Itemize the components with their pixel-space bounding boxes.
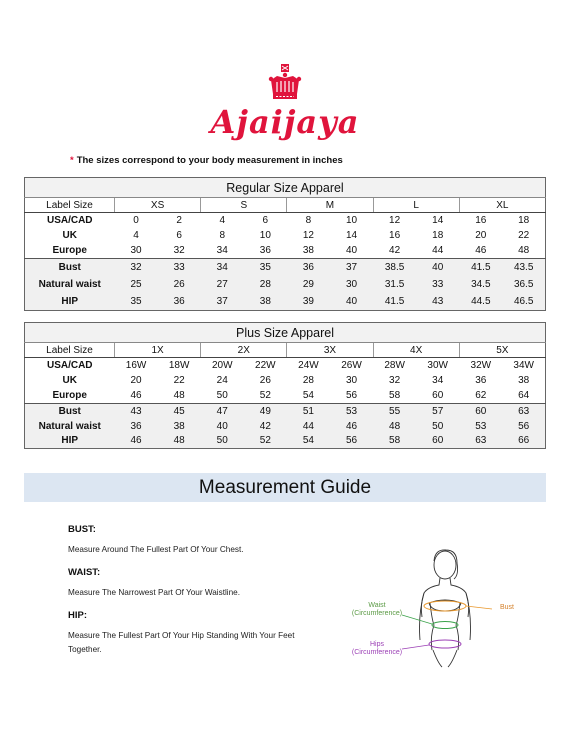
bust-instruction: Measure Around The Fullest Part Of Your Chest.	[68, 545, 244, 554]
size-cell: 6	[262, 215, 269, 227]
measurement-guide-title: Measurement Guide	[24, 473, 546, 502]
table-row	[25, 258, 546, 276]
size-cell: 45	[158, 403, 201, 418]
size-cell: 10	[259, 229, 271, 241]
regular-size-table	[24, 177, 546, 311]
size-cell: 42	[244, 418, 287, 433]
size-cell: 36.5	[502, 276, 545, 294]
hip-heading: HIP:	[68, 610, 87, 621]
size-cell: 35	[244, 258, 287, 276]
size-cell: 24	[216, 374, 228, 386]
size-cell: 14	[345, 229, 358, 241]
size-cell: 66	[502, 434, 545, 449]
size-cell: 30	[345, 374, 358, 386]
size-cell: 38.5	[373, 258, 416, 276]
size-cell: 26	[259, 374, 271, 386]
size-cell: 12	[389, 215, 401, 227]
waist-heading: WAIST:	[68, 567, 101, 578]
size-cell: 36	[259, 244, 271, 256]
size-cell: 4	[133, 229, 139, 241]
size-cell: 27	[201, 276, 244, 294]
size-cell: 29	[287, 276, 330, 294]
size-cell: 32	[115, 258, 158, 276]
size-group-header: 1X	[115, 343, 201, 358]
size-cell: 40	[201, 418, 244, 433]
table-row	[25, 388, 546, 403]
size-cell: 18	[518, 215, 530, 227]
size-cell: 37	[201, 293, 244, 311]
size-cell: 47	[201, 403, 244, 418]
size-cell: 4	[219, 215, 226, 227]
size-cell: 37	[330, 258, 373, 276]
hips-figure-label: Hips (Circumference)	[351, 641, 403, 656]
label-size-header: Label Size	[25, 198, 115, 213]
body-measurement-figure	[340, 545, 540, 670]
asterisk: *	[70, 155, 74, 166]
size-cell: 60	[416, 434, 459, 449]
size-cell: 52	[259, 389, 271, 401]
size-cell: 56	[330, 434, 373, 449]
row-label: Bust	[25, 258, 115, 276]
table-row	[25, 243, 546, 258]
size-group-header: S	[201, 198, 287, 213]
size-cell: 34	[201, 258, 244, 276]
row-label: USA/CAD	[46, 215, 93, 227]
size-cell: 46	[330, 418, 373, 433]
row-label: Natural waist	[25, 276, 115, 294]
size-cell: 40	[330, 293, 373, 311]
size-cell: 38	[244, 293, 287, 311]
row-label: Bust	[25, 403, 115, 418]
size-cell: 34	[432, 374, 444, 386]
size-cell: 50	[216, 389, 228, 401]
size-cell: 38	[302, 244, 314, 256]
size-cell: 34	[216, 244, 228, 256]
size-cell: 40	[416, 258, 459, 276]
size-cell: 64	[518, 389, 530, 401]
size-cell: 24W	[298, 360, 319, 372]
size-group-header: XS	[115, 198, 201, 213]
crown-icon	[267, 62, 303, 102]
size-group-header: 2X	[201, 343, 287, 358]
table-row	[25, 276, 546, 294]
size-cell: 26W	[341, 360, 362, 372]
size-cell: 18	[432, 229, 444, 241]
size-cell: 14	[432, 215, 444, 227]
row-label: HIP	[25, 434, 115, 449]
size-group-header: L	[373, 198, 459, 213]
row-label: UK	[62, 374, 77, 386]
size-cell: 32	[173, 244, 185, 256]
size-cell: 40	[345, 244, 358, 256]
size-cell: 31.5	[373, 276, 416, 294]
size-cell: 60	[459, 403, 502, 418]
size-cell: 36	[158, 293, 201, 311]
label-size-header: Label Size	[25, 343, 115, 358]
size-cell: 44	[287, 418, 330, 433]
size-cell: 44.5	[459, 293, 502, 311]
size-cell: 41.5	[373, 293, 416, 311]
table-row	[25, 403, 546, 418]
size-cell: 8	[305, 215, 312, 227]
size-cell: 2	[176, 215, 182, 227]
row-label: Natural waist	[25, 418, 115, 433]
size-cell: 48	[158, 434, 201, 449]
size-cell: 32	[389, 374, 401, 386]
size-cell: 50	[201, 434, 244, 449]
hip-instruction: Measure The Fullest Part Of Your Hip Standing With Your Feet Together.	[68, 631, 295, 654]
size-cell: 46	[475, 244, 487, 256]
size-cell: 12	[302, 229, 314, 241]
size-group-header: 5X	[459, 343, 545, 358]
size-cell: 28	[302, 374, 314, 386]
size-cell: 42	[389, 244, 401, 256]
size-cell: 33	[416, 276, 459, 294]
size-note	[70, 155, 343, 166]
size-cell: 0	[133, 215, 139, 227]
size-cell: 48	[173, 389, 185, 401]
size-cell: 63	[502, 403, 545, 418]
row-label: USA/CAD	[46, 360, 93, 372]
size-note-text: The sizes correspond to your body measurement in inches	[76, 155, 343, 166]
size-cell: 32W	[470, 360, 492, 372]
size-cell: 53	[330, 403, 373, 418]
bust-heading: BUST:	[68, 524, 96, 535]
size-cell: 54	[302, 389, 314, 401]
size-cell: 36	[287, 258, 330, 276]
size-cell: 43	[115, 403, 158, 418]
size-cell: 30W	[427, 360, 448, 372]
row-label: UK	[62, 229, 77, 241]
size-group-header: XL	[459, 198, 545, 213]
size-cell: 48	[373, 418, 416, 433]
size-cell: 30	[130, 244, 142, 256]
size-cell: 54	[287, 434, 330, 449]
size-cell: 44	[432, 244, 444, 256]
size-cell: 46.5	[502, 293, 545, 311]
size-cell: 25	[115, 276, 158, 294]
size-cell: 49	[244, 403, 287, 418]
size-cell: 43.5	[502, 258, 545, 276]
size-cell: 16	[475, 215, 487, 227]
size-cell: 36	[115, 418, 158, 433]
size-cell: 56	[345, 389, 358, 401]
plus-size-table	[24, 322, 546, 449]
table-row	[25, 358, 546, 373]
waist-figure-label: Waist (Circumference)	[351, 602, 403, 617]
size-cell: 16W	[125, 360, 147, 372]
table-row	[25, 373, 546, 388]
size-cell: 26	[158, 276, 201, 294]
size-cell: 18W	[168, 360, 190, 372]
table-row	[25, 213, 546, 228]
size-group-header: M	[287, 198, 373, 213]
size-cell: 30	[330, 276, 373, 294]
table-row	[25, 228, 546, 243]
size-group-header: 3X	[287, 343, 373, 358]
row-label: Europe	[52, 389, 87, 401]
size-cell: 35	[115, 293, 158, 311]
size-cell: 34.5	[459, 276, 502, 294]
size-cell: 60	[432, 389, 444, 401]
bust-figure-label: Bust	[499, 604, 514, 611]
size-cell: 38	[518, 374, 530, 386]
size-cell: 48	[518, 244, 530, 256]
size-cell: 6	[176, 229, 182, 241]
size-cell: 22	[518, 229, 530, 241]
row-label: HIP	[25, 293, 115, 311]
size-cell: 20	[130, 374, 142, 386]
size-cell: 53	[459, 418, 502, 433]
table-row	[25, 434, 546, 449]
size-cell: 58	[389, 389, 401, 401]
size-cell: 55	[373, 403, 416, 418]
regular-table-title: Regular Size Apparel	[25, 178, 546, 198]
size-cell: 63	[459, 434, 502, 449]
size-cell: 8	[219, 229, 226, 241]
size-cell: 46	[115, 434, 158, 449]
size-cell: 28	[244, 276, 287, 294]
size-cell: 57	[416, 403, 459, 418]
size-cell: 20W	[211, 360, 233, 372]
size-cell: 22	[173, 374, 185, 386]
size-cell: 36	[475, 374, 487, 386]
size-cell: 34W	[513, 360, 534, 372]
size-cell: 46	[130, 389, 142, 401]
size-cell: 58	[373, 434, 416, 449]
size-cell: 33	[158, 258, 201, 276]
size-cell: 56	[502, 418, 545, 433]
size-cell: 43	[416, 293, 459, 311]
brand-name: Ajaijaya	[210, 103, 360, 141]
table-row	[25, 293, 546, 311]
plus-table-title: Plus Size Apparel	[25, 323, 546, 343]
table-row	[25, 418, 546, 433]
size-cell: 16	[389, 229, 401, 241]
size-cell: 51	[287, 403, 330, 418]
size-group-header: 4X	[373, 343, 459, 358]
size-cell: 28W	[384, 360, 405, 372]
brand-logo	[0, 62, 570, 140]
size-cell: 22W	[255, 360, 276, 372]
size-cell: 10	[345, 215, 358, 227]
size-cell: 39	[287, 293, 330, 311]
waist-instruction: Measure The Narrowest Part Of Your Waistline.	[68, 588, 241, 597]
size-cell: 52	[244, 434, 287, 449]
size-cell: 41.5	[459, 258, 502, 276]
size-cell: 50	[416, 418, 459, 433]
row-label: Europe	[52, 244, 87, 256]
size-cell: 38	[158, 418, 201, 433]
size-cell: 20	[475, 229, 487, 241]
size-cell: 62	[475, 389, 487, 401]
